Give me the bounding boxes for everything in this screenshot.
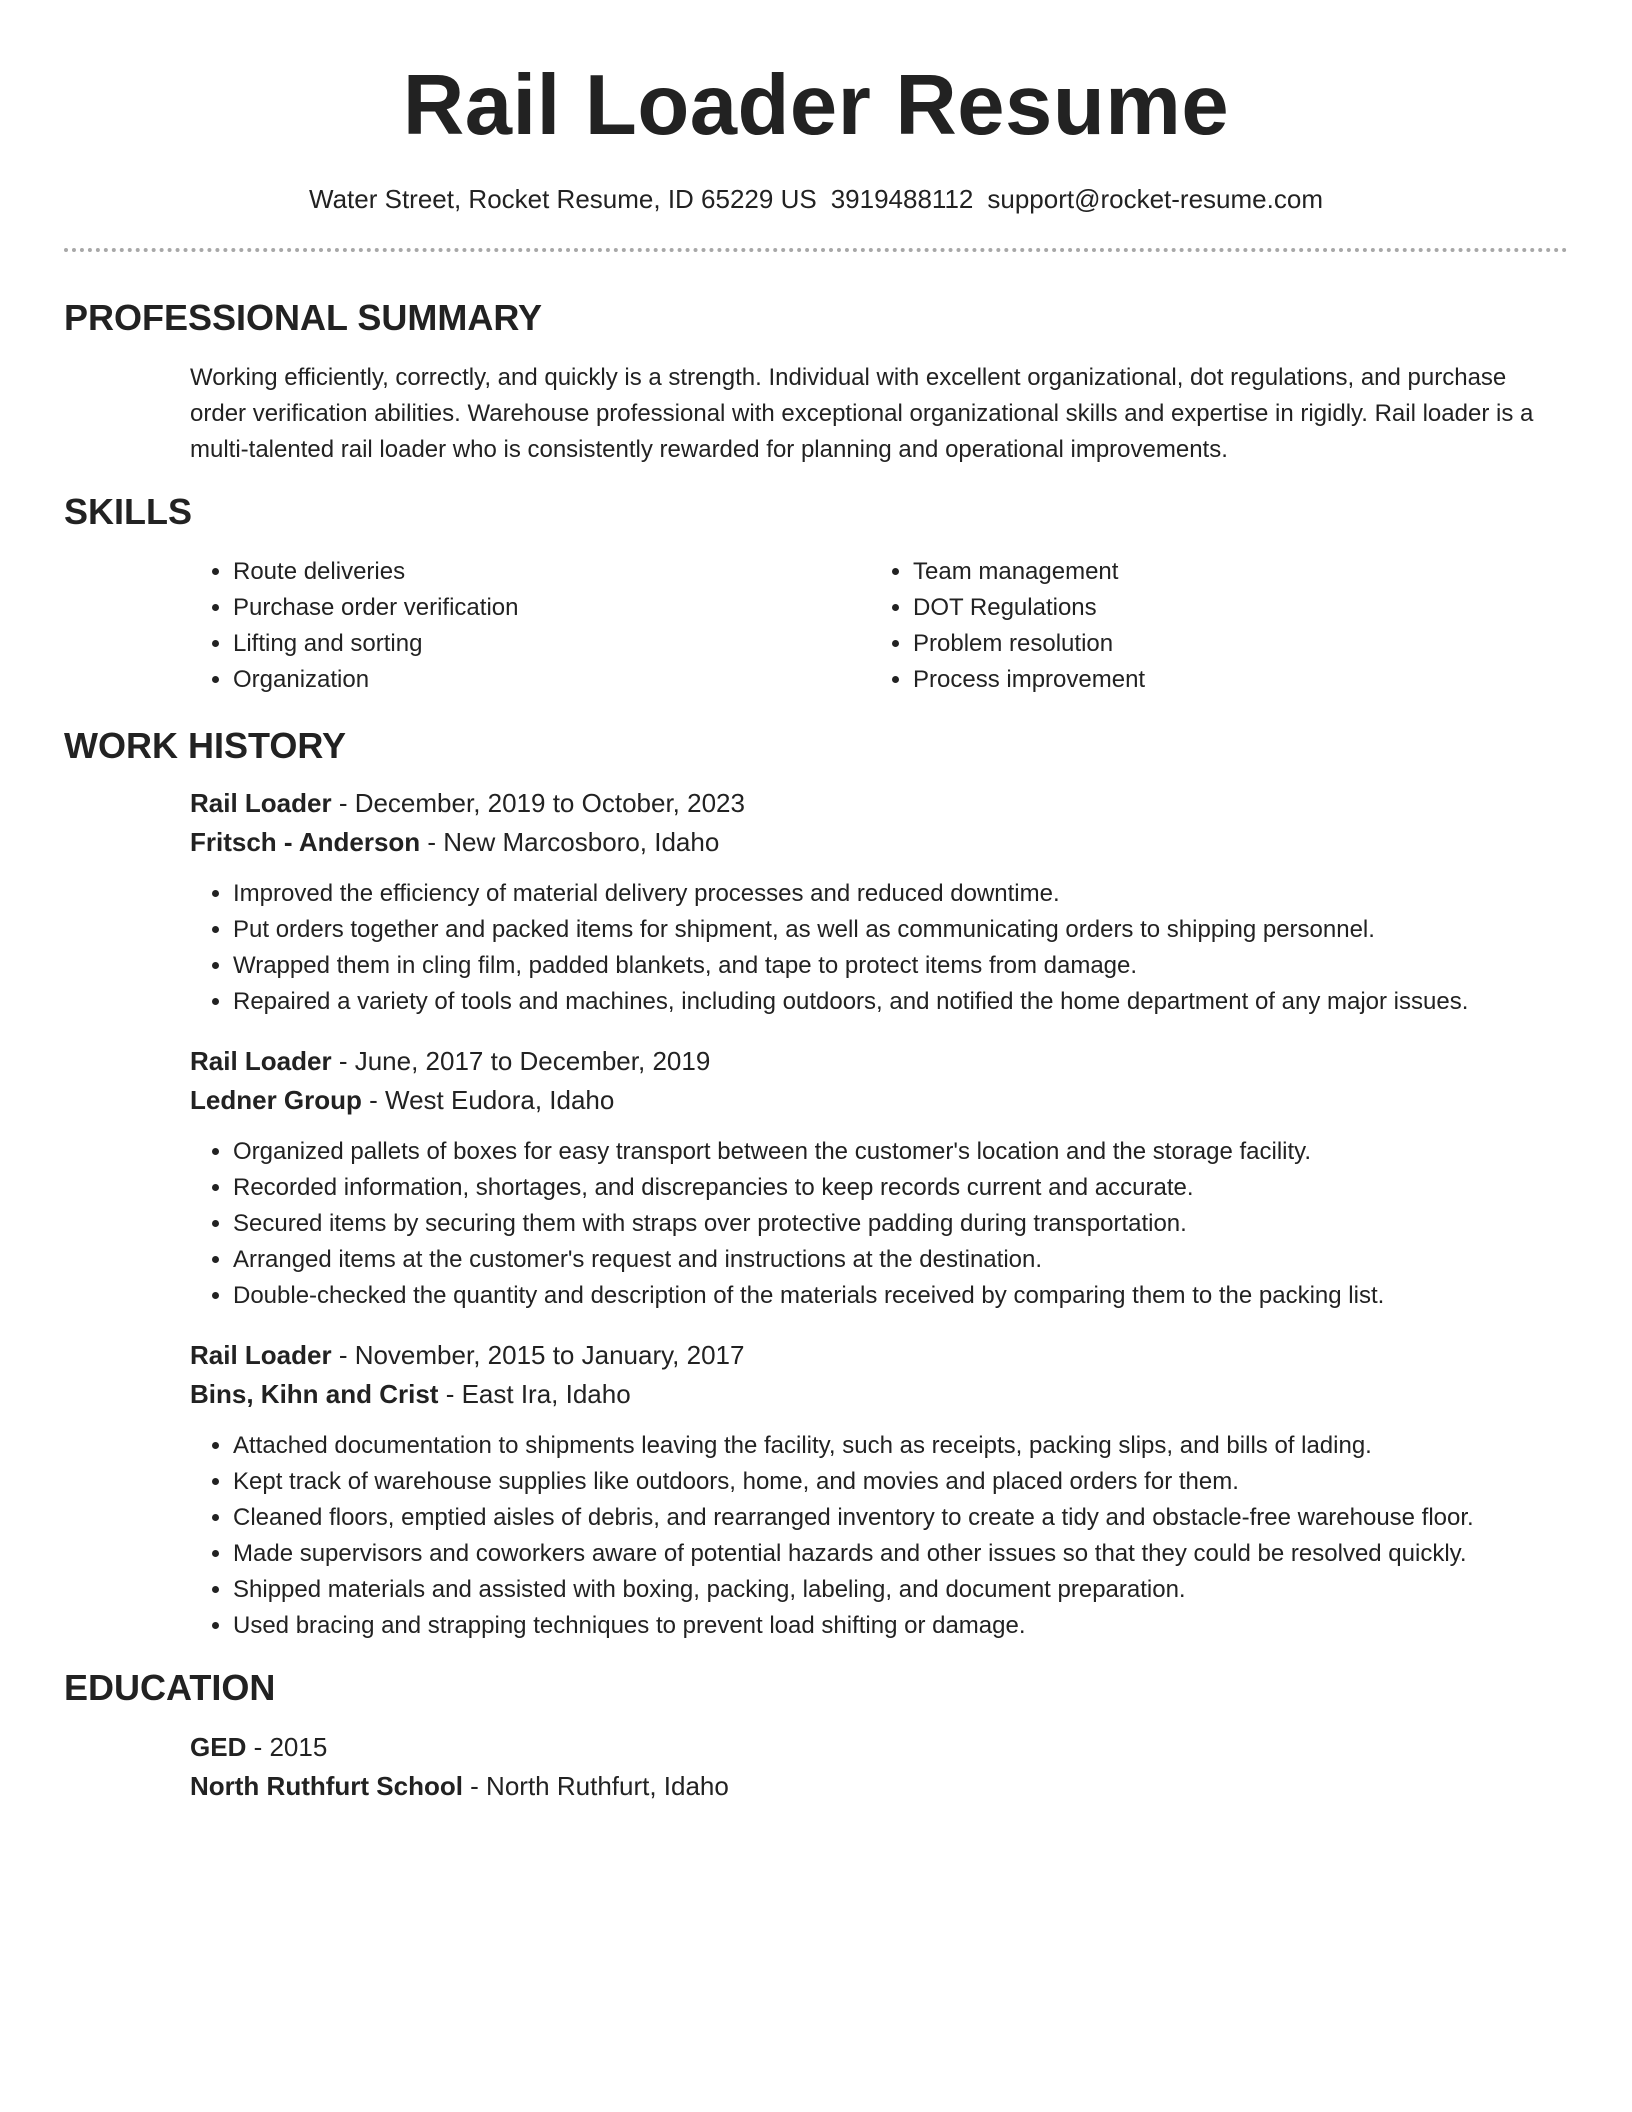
company-line	[190, 823, 1568, 862]
job-title: Rail Loader	[190, 1340, 332, 1370]
section-title-work-history: WORK HISTORY	[64, 725, 347, 766]
job-bullet: • Attached documentation to shipments leaving the facility, such as receipts, packing slips, and bills of lading.	[233, 1428, 1568, 1464]
section-title-summary: PROFESSIONAL SUMMARY	[64, 297, 543, 338]
job-title-line	[190, 1042, 1568, 1081]
job-bullet: • Repaired a variety of tools and machines, including outdoors, and notified the home department of any major issues.	[233, 984, 1568, 1020]
job-dates: - June, 2017 to December, 2019	[331, 1046, 711, 1076]
contact-line	[64, 181, 1568, 217]
job-bullet: • Double-checked the quantity and description of the materials received by comparing them to the packing list.	[233, 1278, 1568, 1314]
job-title: Rail Loader	[190, 1046, 332, 1076]
job-title-line	[190, 1336, 1568, 1375]
skill-item: • Organization	[233, 662, 870, 698]
job-bullets	[190, 876, 1568, 1020]
job-dates: - December, 2019 to October, 2023	[331, 788, 745, 818]
skill-item: • DOT Regulations	[913, 590, 1550, 626]
skill-item: • Route deliveries	[233, 554, 870, 590]
job-bullet: • Secured items by securing them with straps over protective padding during transportation.	[233, 1206, 1568, 1242]
company-name: Ledner Group	[190, 1085, 362, 1115]
education-location: - North Ruthfurt, Idaho	[462, 1771, 729, 1801]
skill-item: • Team management	[913, 554, 1550, 590]
section-title-education: EDUCATION	[64, 1667, 276, 1708]
section-title-skills: SKILLS	[64, 491, 193, 532]
job-title-line	[190, 784, 1568, 823]
skill-item: • Problem resolution	[913, 626, 1550, 662]
company-name: Bins, Kihn and Crist	[190, 1379, 439, 1409]
skills-column-left	[190, 554, 870, 698]
job-bullet: • Put orders together and packed items for shipment, as well as communicating orders to shipping personnel.	[233, 912, 1568, 948]
job-bullet: • Wrapped them in cling film, padded blankets, and tape to protect items from damage.	[233, 948, 1568, 984]
job-bullet: • Made supervisors and coworkers aware of potential hazards and other issues so that they could be resolved quickly.	[233, 1536, 1568, 1572]
education-entry	[190, 1728, 1568, 1806]
company-line	[190, 1375, 1568, 1414]
skills-list	[190, 554, 1568, 698]
company-line	[190, 1081, 1568, 1120]
company-location: - East Ira, Idaho	[438, 1379, 631, 1409]
job-bullet: • Shipped materials and assisted with boxing, packing, labeling, and document preparation.	[233, 1572, 1568, 1608]
job-bullet: • Recorded information, shortages, and discrepancies to keep records current and accurate.	[233, 1170, 1568, 1206]
job-bullets	[190, 1134, 1568, 1314]
education-degree-line	[190, 1728, 1568, 1767]
skill-item: • Purchase order verification	[233, 590, 870, 626]
company-name: Fritsch - Anderson	[190, 827, 421, 857]
job-bullet: • Improved the efficiency of material delivery processes and reduced downtime.	[233, 876, 1568, 912]
job-dates: - November, 2015 to January, 2017	[331, 1340, 745, 1370]
job-bullet: • Arranged items at the customer's request and instructions at the destination.	[233, 1242, 1568, 1278]
contact-phone: 3919488112	[830, 184, 974, 214]
summary-body	[190, 360, 1568, 468]
contact-email: support@rocket-resume.com	[987, 184, 1323, 214]
job-bullet: • Used bracing and strapping techniques to prevent load shifting or damage.	[233, 1608, 1568, 1644]
job-bullet: • Kept track of warehouse supplies like outdoors, home, and movies and placed orders for them.	[233, 1464, 1568, 1500]
resume-name: Rail Loader Resume	[402, 58, 1230, 153]
job-entry	[190, 784, 1568, 1020]
skill-item: • Process improvement	[913, 662, 1550, 698]
contact-address: Water Street, Rocket Resume, ID 65229 US	[309, 184, 817, 214]
company-location: - West Eudora, Idaho	[361, 1085, 615, 1115]
job-bullets	[190, 1428, 1568, 1644]
education-school-line	[190, 1767, 1568, 1806]
education-school: North Ruthfurt School	[190, 1771, 463, 1801]
job-entry	[190, 1042, 1568, 1314]
education-degree: GED	[190, 1732, 247, 1762]
skill-item: • Lifting and sorting	[233, 626, 870, 662]
company-location: - New Marcosboro, Idaho	[420, 827, 720, 857]
header-divider	[64, 248, 1568, 252]
job-entry	[190, 1336, 1568, 1644]
job-bullet: • Cleaned floors, emptied aisles of debris, and rearranged inventory to create a tidy and obstacle-free warehouse floor.	[233, 1500, 1568, 1536]
education-year: - 2015	[246, 1732, 328, 1762]
job-bullet: • Organized pallets of boxes for easy transport between the customer's location and the storage facility.	[233, 1134, 1568, 1170]
skills-column-right	[870, 554, 1550, 698]
job-title: Rail Loader	[190, 788, 332, 818]
summary-text: Working efficiently, correctly, and quickly is a strength. Individual with excellent organizational, dot regulations, and purchase order verification abilities. Warehouse professional with exceptional organizational skills and expertise in rigidly. Rail loader is a multi-talented rail loader who is consistently rewarded for planning and operational improvements.	[190, 364, 1534, 463]
